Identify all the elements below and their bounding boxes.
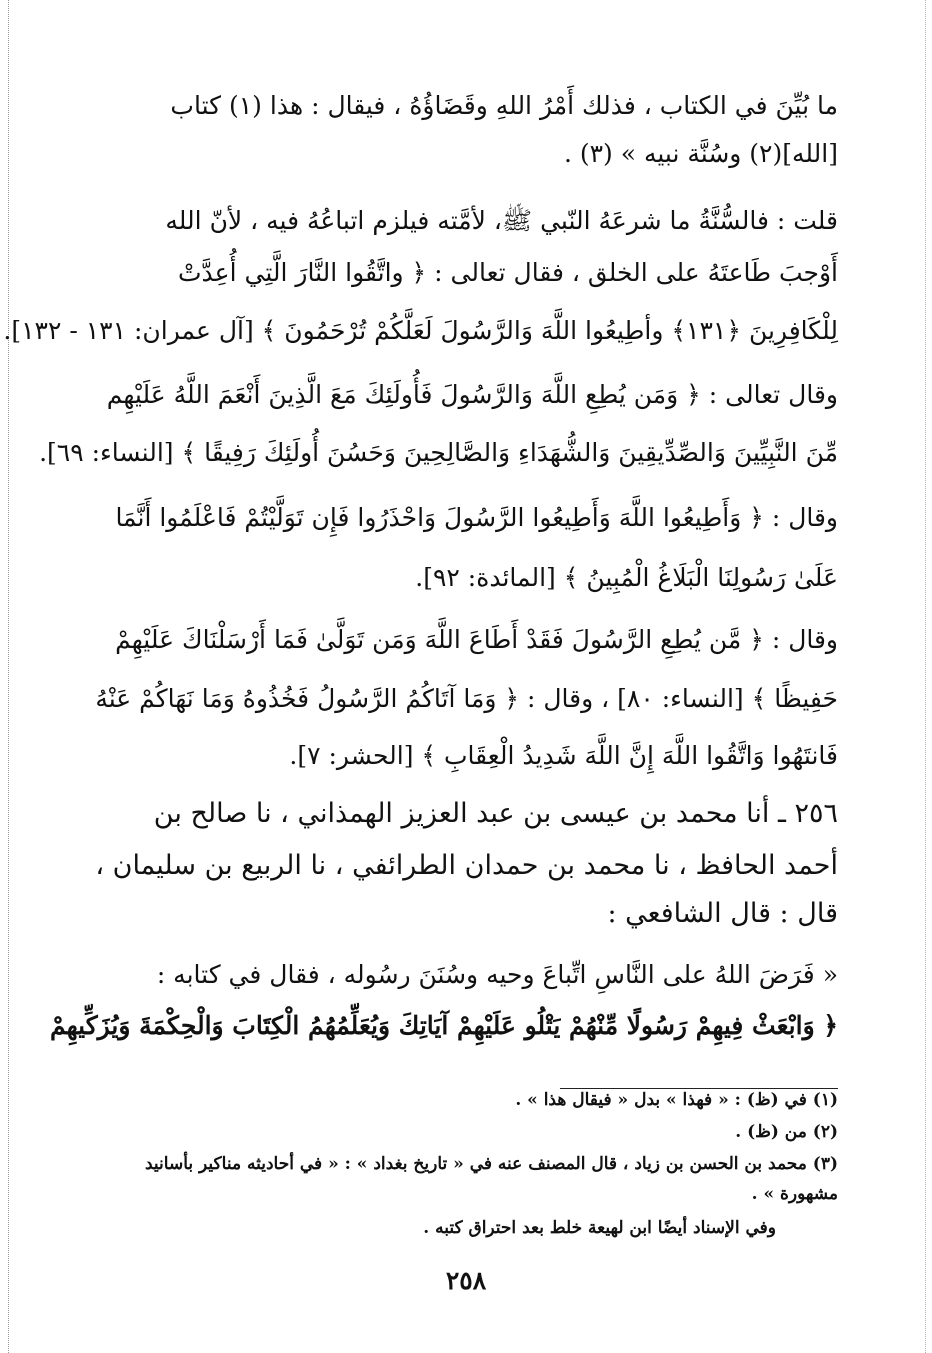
body-line-4: أَوْجبَ طَاعتَهُ على الخلق ، فقال تعالى : ﴿ واتَّقُوا النَّارَ الَّتِي أُعِدَّتْ	[178, 258, 838, 287]
scan-edge-right	[925, 0, 926, 1353]
body-line-2: [الله](٢) وسُنَّة نبيه » (٣) .	[563, 139, 838, 168]
footnote-3-note: وفي الإسناد أيضًا ابن لهيعة خلط بعد احتراق كتبه .	[423, 1218, 776, 1238]
page-number: ٢٥٨	[445, 1266, 487, 1295]
scan-edge-left	[8, 0, 9, 1353]
footnote-3-continued: مشهورة » .	[751, 1184, 838, 1204]
body-line-17: ﴿ وَابْعَثْ فِيهِمْ رَسُولًا مِّنْهُمْ يَتْلُو عَلَيْهِمْ آيَاتِكَ وَيُعَلِّمُهُمُ الْكِتَابَ وَالْحِكْمَةَ وَيُزَكِّيهِمْ	[50, 1011, 838, 1040]
body-line-14: أحمد الحافظ ، نا محمد بن حمدان الطرائفي ، نا الربيع بن سليمان ،	[95, 850, 838, 881]
body-line-9: عَلَىٰ رَسُولِنَا الْبَلَاغُ الْمُبِينُ ﴾ [المائدة: ٩٢].	[415, 563, 838, 592]
body-line-8: وقال : ﴿ وَأَطِيعُوا اللَّهَ وَأَطِيعُوا الرَّسُولَ وَاحْذَرُوا فَإِن تَوَلَّيْتُمْ فَاعْلَمُوا أَنَّمَا	[115, 503, 838, 532]
body-line-11: حَفِيظًا ﴾ [النساء: ٨٠] ، وقال : ﴿ وَمَا آتَاكُمُ الرَّسُولُ فَخُذُوهُ وَمَا نَهَاكُمْ عَنْهُ	[95, 684, 838, 713]
footnote-3: (٣) محمد بن الحسن بن زياد ، قال المصنف عنه في « تاريخ بغداد » : « في أحاديثه مناكير بأسانيد	[145, 1154, 838, 1174]
body-line-7: مِّنَ النَّبِيِّينَ وَالصِّدِّيقِينَ وَالشُّهَدَاءِ وَالصَّالِحِينَ وَحَسُنَ أُولَئِكَ رَفِيقًا ﴾ [النساء: ٦٩].	[39, 438, 838, 467]
body-line-12: فَانتَهُوا وَاتَّقُوا اللَّهَ إِنَّ اللَّهَ شَدِيدُ الْعِقَابِ ﴾ [الحشر: ٧].	[289, 741, 838, 770]
body-line-16: « فَرَضَ اللهُ على النَّاسِ اتِّباعَ وحيه وسُنَنَ رسُوله ، فقال في كتابه :	[156, 960, 838, 989]
body-line-1: ما بُيِّنَ في الكتاب ، فذلك أَمْرُ اللهِ وقَضَاؤُهُ ، فيقال : هذا (١) كتاب	[170, 91, 838, 120]
footnote-2: (٢) من (ظ) .	[735, 1122, 838, 1142]
body-line-10: وقال : ﴿ مَّن يُطِعِ الرَّسُولَ فَقَدْ أَطَاعَ اللَّهَ وَمَن تَوَلَّىٰ فَمَا أَرْسَلْنَاكَ عَلَيْهِمْ	[115, 625, 838, 654]
body-line-15: قال : قال الشافعي :	[607, 898, 838, 929]
footnote-1: (١) في (ظ) : « فهذا » بدل « فيقال هذا » .	[515, 1090, 838, 1110]
body-line-3: قلت : فالسُّنَّةُ ما شرعَهُ النّبي ﷺ، لأمَّته فيلزم اتباعُهُ فيه ، لأنّ الله	[165, 206, 838, 235]
body-line-6: وقال تعالى : ﴿ وَمَن يُطِعِ اللَّهَ وَالرَّسُولَ فَأُولَئِكَ مَعَ الَّذِينَ أَنْعَمَ اللَّهُ عَلَيْهِم	[106, 380, 838, 409]
hadith-number-line: ٢٥٦ ـ أنا محمد بن عيسى بن عبد العزيز الهمذاني ، نا صالح بن	[153, 798, 838, 829]
body-line-5: لِلْكَافِرِينَ ﴿١٣١﴾ وأطِيعُوا اللَّهَ وَالرَّسُولَ لَعَلَّكُمْ تُرْحَمُونَ ﴾ [آل عمران: ١٣١ - ١٣٢].	[3, 316, 838, 345]
